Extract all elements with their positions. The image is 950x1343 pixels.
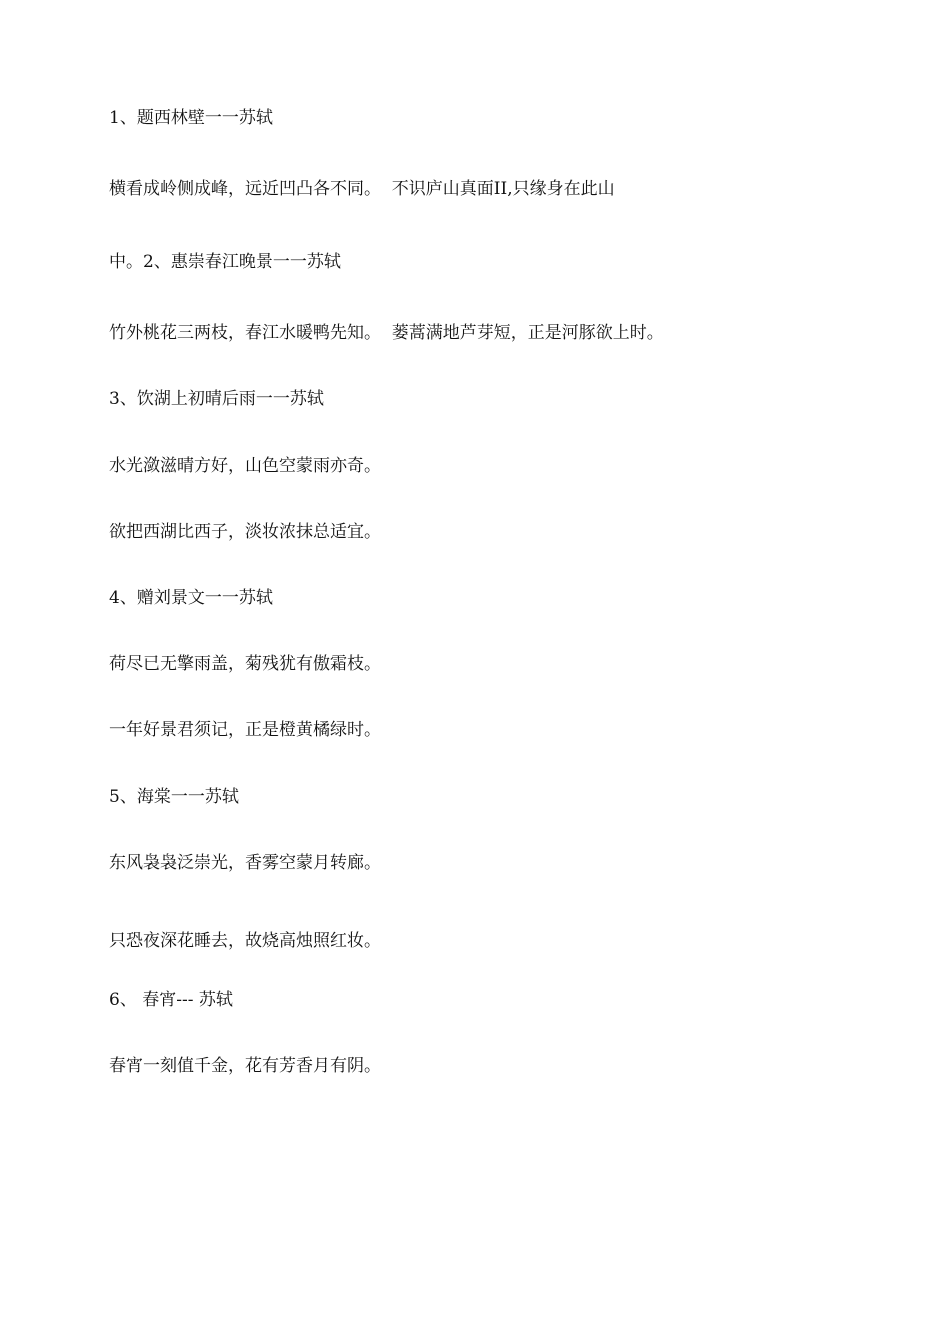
poem-2-text: 竹外桃花三两枝，春江水暖鸭先知。 蒌蒿满地芦芽短，正是河豚欲上时。: [109, 323, 664, 343]
poem-1-title: 1、题西林壁一一苏轼: [109, 108, 273, 128]
poem-1-text: 横看成岭侧成峰，远近凹凸各不同。 不识庐山真面II,只缘身在此山: [109, 179, 615, 199]
poem-3-line-1: 水光潋滋晴方好，山色空蒙雨亦奇。: [109, 456, 381, 476]
poem-4-line-1: 荷尽已无擎雨盖，菊残犹有傲霜枝。: [109, 654, 381, 674]
poem-4-line-2: 一年好景君须记，正是橙黄橘绿时。: [109, 720, 381, 740]
poem-5-line-1: 东风袅袅泛崇光，香雾空蒙月转廊。: [109, 853, 381, 873]
poem-6-title: 6、 春宵--- 苏轼: [109, 990, 233, 1010]
poem-3-line-2: 欲把西湖比西子，淡妆浓抹总适宜。: [109, 522, 381, 542]
poem-1-end-and-poem-2-title: 中。2、惠崇春江晚景一一苏轼: [109, 252, 341, 272]
poem-5-line-2: 只恐夜深花睡去，故烧高烛照红妆。: [109, 931, 381, 951]
poem-5-title: 5、海棠一一苏轼: [109, 787, 239, 807]
poem-4-title: 4、赠刘景文一一苏轼: [109, 588, 273, 608]
poem-6-line-1: 春宵一刻值千金，花有芳香月有阴。: [109, 1056, 381, 1076]
poem-3-title: 3、饮湖上初晴后雨一一苏轼: [109, 389, 324, 409]
